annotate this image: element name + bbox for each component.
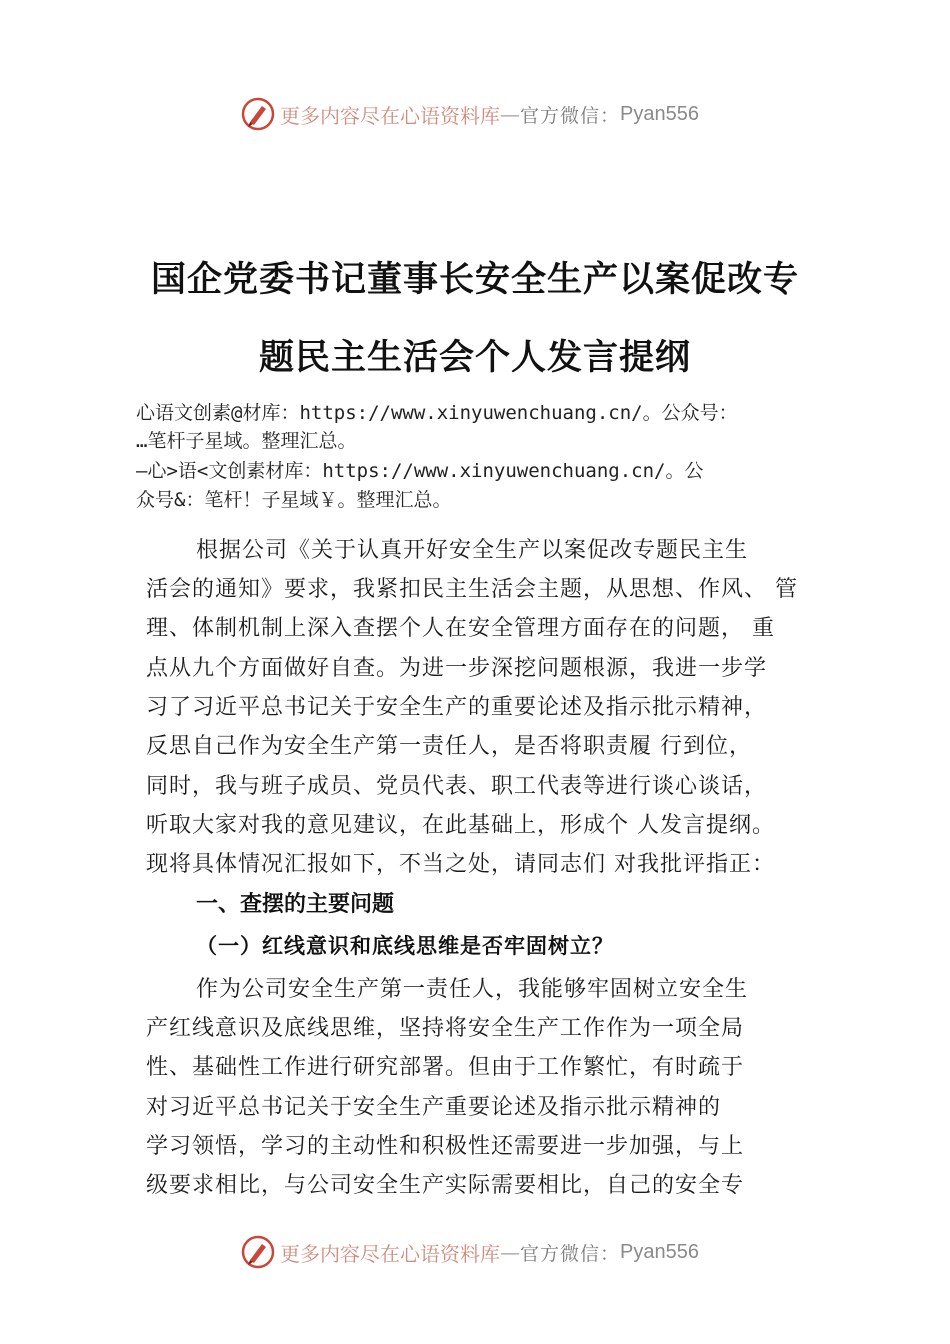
watermark-wechat-id: Pyan556 xyxy=(620,1240,699,1263)
source-line: 心语文创素@材库：https://www.xinyuwenchuang.cn/。公众号： xyxy=(136,402,738,424)
source-line: …笔杆子星域。整理汇总。 xyxy=(136,430,357,452)
paragraph-line: 同时，我与班子成员、党员代表、职工代表等进行谈心谈话， xyxy=(146,774,768,799)
paragraph-line: 点从九个方面做好自查。为进一步深挖问题根源，我进一步学 xyxy=(146,656,768,681)
watermark-wechat-id: Pyan556 xyxy=(620,102,699,125)
watermark-wechat-label: 官方微信： xyxy=(520,1242,621,1265)
section-heading: 一、查摆的主要问题 xyxy=(196,892,395,917)
watermark-text: 更多内容尽在心语资料库 xyxy=(280,103,500,128)
paragraph-line: 反思自己作为安全生产第一责任人，是否将职责履 行到位， xyxy=(146,734,752,759)
paragraph-line: 性、基础性工作进行研究部署。但由于工作繁忙，有时疏于 xyxy=(146,1055,745,1080)
source-line: —心>语<文创素材库：https://www.xinyuwenchuang.cn/。公 xyxy=(136,460,704,482)
watermark-dash: — xyxy=(500,102,520,126)
watermark-text: 更多内容尽在心语资料库 xyxy=(280,1241,500,1266)
paragraph-line: 根据公司《关于认真开好安全生产以案促改专题民主生 xyxy=(196,538,749,563)
paragraph-line: 现将具体情况汇报如下，不当之处，请同志们 对我批评指正： xyxy=(146,852,775,877)
paragraph-line: 级要求相比，与公司安全生产实际需要相比，自己的安全专 xyxy=(146,1173,745,1198)
paragraph-line: 活会的通知》要求，我紧扣民主生活会主题，从思想、作风、 管 xyxy=(146,577,798,602)
document-title-line-1: 国企党委书记董事长安全生产以案促改专 xyxy=(150,260,799,300)
paragraph-line: 对习近平总书记关于安全生产重要论述及指示批示精神的 xyxy=(146,1095,722,1120)
paragraph-line: 听取大家对我的意见建议，在此基础上，形成个 人发言提纲。 xyxy=(146,813,775,838)
watermark-wechat-label: 官方微信： xyxy=(520,104,621,127)
paragraph-line: 作为公司安全生产第一责任人，我能够牢固树立安全生 xyxy=(196,977,749,1002)
paragraph-line: 习了习近平总书记关于安全生产的重要论述及指示批示精神， xyxy=(146,695,768,720)
watermark-dash: — xyxy=(500,1240,520,1264)
paragraph-line: 产红线意识及底线思维，坚持将安全生产工作作为一项全局 xyxy=(146,1016,745,1041)
pen-logo-icon xyxy=(240,96,276,132)
watermark-banner-top xyxy=(240,94,699,134)
pen-logo-icon xyxy=(240,1234,276,1270)
watermark-banner-bottom xyxy=(240,1232,699,1272)
paragraph-line: 学习领悟，学习的主动性和积极性还需要进一步加强，与上 xyxy=(146,1134,745,1159)
document-title-line-2: 题民主生活会个人发言提纲 xyxy=(258,338,691,378)
source-line: 众号&：笔杆！子星域￥。整理汇总。 xyxy=(136,489,452,511)
subsection-heading: （一）红线意识和底线思维是否牢固树立？ xyxy=(196,933,614,958)
paragraph-line: 理、体制机制上深入查摆个人在安全管理方面存在的问题， 重 xyxy=(146,616,775,641)
